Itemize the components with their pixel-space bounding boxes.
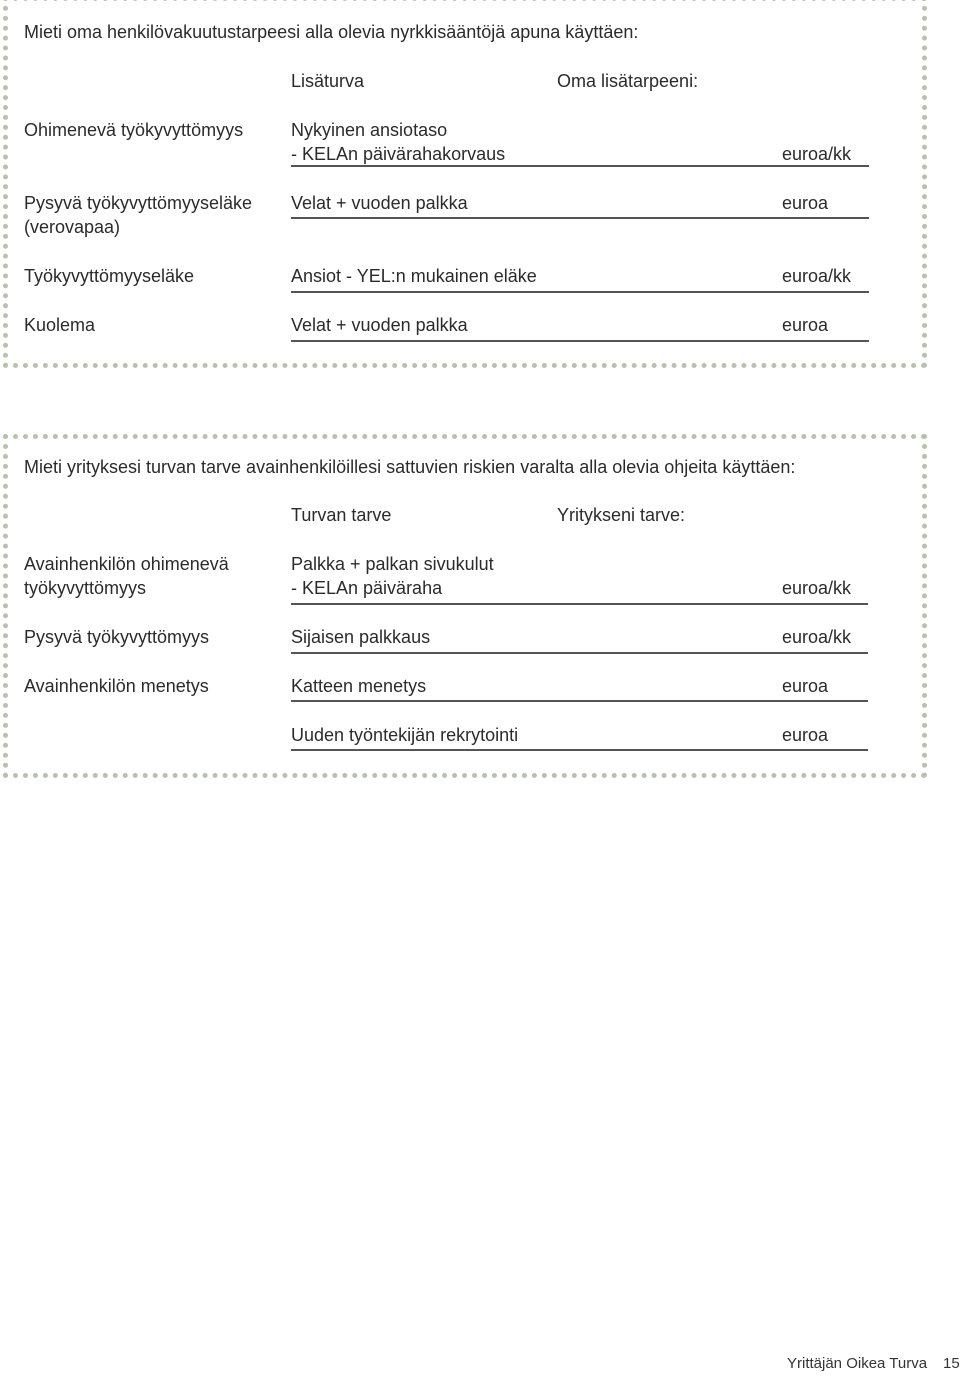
row-label-pysyva-tyokyvyttomyys: Pysyvä työkyvyttömyys	[24, 627, 210, 647]
row-rule-line2: - KELAn päivärahakorvaus	[291, 144, 506, 164]
row-rule: Sijaisen palkkaus	[291, 627, 431, 647]
row-rule: Velat + vuoden palkka	[291, 193, 468, 213]
footer-publication: Yrittäjän Oikea Turva	[787, 1355, 928, 1372]
row-rule-line1: Palkka + palkan sivukulut	[291, 554, 494, 574]
row-label-ohimeneva: Ohimenevä työkyvyttömyys	[24, 120, 244, 140]
row-label-kuolema: Kuolema	[24, 315, 96, 335]
answer-line	[291, 700, 868, 702]
section1-intro: Mieti oma henkilövakuutustarpeesi alla olevia nyrkkisääntöjä apuna käyttäen:	[24, 22, 639, 42]
row-unit: euroa	[782, 193, 829, 213]
row-rule-line2: - KELAn päiväraha	[291, 578, 443, 598]
answer-line	[291, 291, 869, 293]
row-unit: euroa	[782, 315, 829, 335]
row-unit: euroa/kk	[782, 627, 852, 647]
section1-col-header-oma: Oma lisätarpeeni:	[557, 71, 699, 91]
section1-col-header-lisaturva: Lisäturva	[291, 71, 365, 91]
row-label-avainhenkilon-line2: työkyvyttömyys	[24, 578, 147, 598]
answer-line	[291, 603, 868, 605]
answer-line	[291, 217, 869, 219]
row-label-pysyva-line1: Pysyvä työkyvyttömyyseläke	[24, 193, 253, 213]
answer-line	[291, 165, 869, 167]
row-unit: euroa/kk	[782, 578, 852, 598]
row-rule: Velat + vuoden palkka	[291, 315, 468, 335]
row-unit: euroa/kk	[782, 144, 852, 164]
row-label-avainhenkilon-line1: Avainhenkilön ohimenevä	[24, 554, 229, 574]
row-label-tyokyvyttomyyselake: Työkyvyttömyyseläke	[24, 266, 195, 286]
section2-intro: Mieti yrityksesi turvan tarve avainhenkilöillesi sattuvien riskien varalta alla olevia ohjeita käyttäen:	[24, 457, 796, 477]
row-rule-line1: Nykyinen ansiotaso	[291, 120, 448, 140]
answer-line	[291, 749, 868, 751]
row-rule: Katteen menetys	[291, 676, 427, 696]
row-unit: euroa	[782, 725, 829, 745]
row-rule: Uuden työntekijän rekrytointi	[291, 725, 519, 745]
answer-line	[291, 652, 868, 654]
answer-line	[291, 340, 869, 342]
row-label-pysyva-line2: (verovapaa)	[24, 217, 121, 237]
section2-col-header-turvan-tarve: Turvan tarve	[291, 505, 392, 525]
section2-col-header-yritykseni: Yritykseni tarve:	[557, 505, 686, 525]
row-label-avainhenkilon-menetys: Avainhenkilön menetys	[24, 676, 209, 696]
row-unit: euroa	[782, 676, 829, 696]
footer-page-number: 15	[943, 1355, 960, 1372]
row-rule: Ansiot - YEL:n mukainen eläke	[291, 266, 537, 286]
row-unit: euroa/kk	[782, 266, 852, 286]
